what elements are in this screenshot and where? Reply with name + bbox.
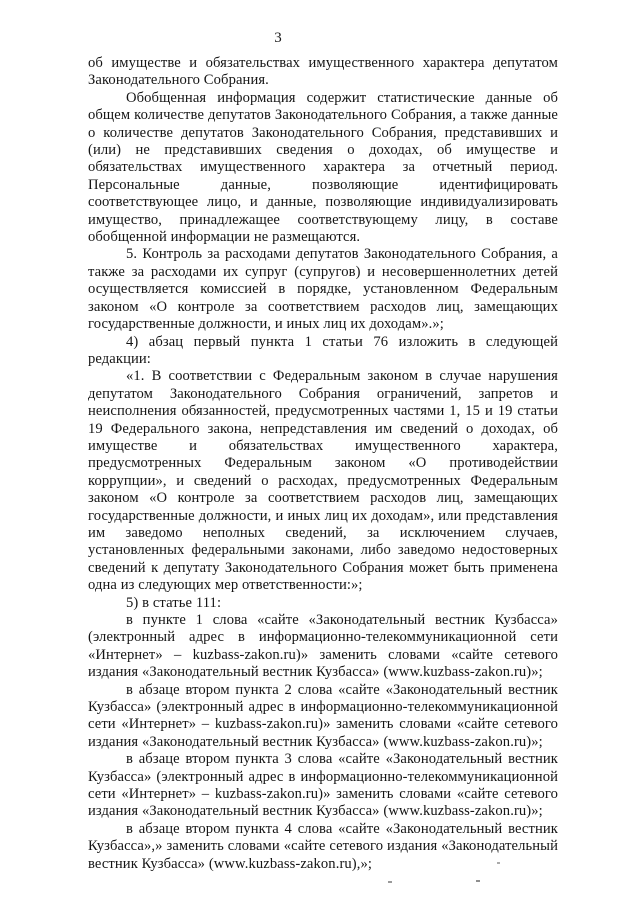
paragraph-point-1: в пункте 1 слова «сайте «Законодательный вестник Кузбасса» (электронный адрес в информационно-телекоммуникационной сети «Интернет» – kuzbass-zakon.ru)» заменить словами «сайте сетевого издания «Законодательный вестник Кузбасса» (www.kuzbass-zakon.ru)»;: [88, 612, 558, 681]
paragraph-point-4: в абзаце втором пункта 4 слова «сайте «Законодательный вестник Кузбасса»,» заменить словами «сайте сетевого издания «Законодательный вестник Кузбасса» (www.kuzbass-zakon.ru),»;: [88, 820, 558, 872]
paragraph-point-3: в абзаце втором пункта 3 слова «сайте «Законодательный вестник Кузбасса» (электронный адрес в информационно-телекоммуникационной сети «Интернет» – kuzbass-zakon.ru)» заменить словами «сайте сетевого издания «Законодательный вестник Кузбасса» (www.kuzbass-zakon.ru)»;: [88, 751, 558, 820]
paragraph-item-4-intro: 4) абзац первый пункта 1 статьи 76 изложить в следующей редакции:: [88, 333, 558, 367]
paragraph-item-5-control: 5. Контроль за расходами депутатов Законодательного Собрания, а также за расходами их супруг (супругов) и несовершеннолетних детей осуществляется комиссией в порядке, установленном Федеральным законом «О контроле за соответствием расходов лиц, замещающих государственные должности, и иных лиц их доходам».»;: [88, 246, 558, 333]
paragraph-point-2: в абзаце втором пункта 2 слова «сайте «Законодательный вестник Кузбасса» (электронный адрес в информационно-телекоммуникационной сети «Интернет» – kuzbass-zakon.ru)» заменить словами «сайте сетевого издания «Законодательный вестник Кузбасса» (www.kuzbass-zakon.ru)»;: [88, 681, 558, 750]
paragraph-continuation: об имуществе и обязательствах имущественного характера депутатом Законодательного Собрания.: [88, 55, 558, 89]
paragraph-summary-info: Обобщенная информация содержит статистические данные об общем количестве депутатов Законодательного Собрания, а также данные о количестве депутатов Законодательного Собрания, представивших и (или) не представивших сведения о доходах, об имуществе и обязательствах имущественного характера за отчетный период. Персональные данные, позволяющие идентифицировать соответствующее лицо, и данные, позволяющие индивидуализировать имущество, принадлежащее соответствующему лицу, в составе обобщенной информации не размещаются.: [88, 89, 558, 246]
paragraph-item-5-article-111: 5) в статье 111:: [126, 594, 222, 611]
scan-artifact: [476, 880, 480, 882]
paragraph-article-76-text: «1. В соответствии с Федеральным законом в случае нарушения депутатом Законодательного Собрания ограничений, запретов и неисполнения обязанностей, предусмотренных частями 1, 15 и 19 статьи 19 Федерального закона, непредставления им сведений о доходах, об имуществе и обязательствах имущественного характера, предусмотренных Федеральным законом «О противодействии коррупции», и сведений о расходах, предусмотренных Федеральным законом «О контроле за соответствием расходов лиц, замещающих государственные должности, и иных лиц их доходам», или представления им заведомо неполных сведений, за исключением случаев, установленных федеральными законами, либо заведомо недостоверных сведений к депутату Законодательного Собрания может быть применена одна из следующих мер ответственности:»;: [88, 368, 558, 594]
page-number: 3: [274, 30, 282, 46]
document-body: [88, 55, 558, 873]
scan-artifact: [388, 881, 392, 883]
scan-artifact: [497, 862, 500, 864]
